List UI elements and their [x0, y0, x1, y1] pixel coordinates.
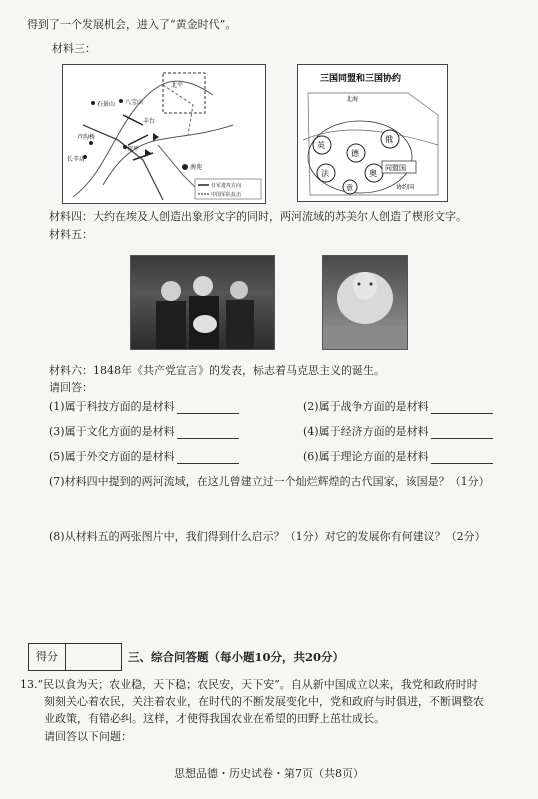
alliance-diagram [297, 64, 448, 202]
question-8: (8)从材料五的两张图片中，我们得到什么启示？（1分）对它的发展你有何建议？（2分） [49, 530, 486, 543]
score-box [28, 643, 122, 671]
map-label: 长辛店 [67, 156, 86, 163]
question-6: (6)属于理论方面的是材料 [303, 450, 493, 464]
q13-line-3: 业政策，有错必纠。这样，才使得我国农业在希望的田野上茁壮成长。 [44, 712, 385, 725]
alliance-node: 意 [346, 184, 353, 192]
alliance-drawing [298, 65, 447, 201]
material6: 材料六：1848年《共产党宣言》的发表，标志着马克思主义的诞生。 [49, 364, 385, 377]
material3-label: 材料三： [52, 42, 96, 55]
q13-prompt: 请回答以下问题： [44, 730, 132, 743]
answer-blank[interactable] [431, 402, 493, 414]
question-5: (5)属于外交方面的是材料 [49, 450, 239, 464]
question-4: (4)属于经济方面的是材料 [303, 425, 493, 439]
question-7: (7)材料四中提到的两河流域，在这儿曾建立过一个灿烂辉煌的古代国家，该国是？（1分） [49, 475, 490, 488]
page-footer: 思想品德・历史试卷・第7页（共8页） [174, 767, 364, 780]
photo-people [130, 255, 275, 350]
alliance-node: 俄 [385, 135, 393, 144]
score-entry[interactable] [66, 644, 121, 670]
alliance-node: 英 [317, 141, 325, 150]
alliance-node: 德 [351, 149, 359, 158]
material4: 材料四：大约在埃及人创造出象形文字的同时，两河流域的苏美尔人创造了楔形文字。 [49, 210, 467, 223]
answer-blank[interactable] [177, 452, 239, 464]
answer-blank[interactable] [431, 452, 493, 464]
map-label: 南苑 [190, 164, 203, 171]
answer-prompt: 请回答： [49, 381, 93, 394]
material5-label: 材料五： [49, 228, 93, 241]
question-1: (1)属于科技方面的是材料 [49, 400, 239, 414]
question-2: (2)属于战争方面的是材料 [303, 400, 493, 414]
alliance-label: 同盟国 [385, 164, 406, 172]
map-drawing [63, 65, 265, 203]
map-legend-label: 日军进攻方向 [211, 183, 242, 189]
alliance-label: 协约国 [396, 184, 415, 191]
map-label: 八宝山 [125, 99, 144, 106]
section3-title: 三、综合问答题（每小题10分，共20分） [128, 650, 345, 664]
answer-blank[interactable] [431, 427, 493, 439]
alliance-node: 奥 [369, 169, 377, 178]
question-3: (3)属于文化方面的是材料 [49, 425, 239, 439]
alliance-title: 三国同盟和三国协约 [320, 74, 402, 84]
answer-blank[interactable] [177, 427, 239, 439]
map-legend-label: 中国军队抗击 [211, 192, 242, 198]
map-label: 石景山 [97, 101, 116, 108]
map-figure [62, 64, 266, 204]
photo-sheep [322, 255, 408, 350]
map-label: 北平 [171, 82, 184, 89]
map-label: 丰台 [143, 118, 156, 125]
alliance-label: 北海 [346, 96, 359, 103]
q13-line-1: 13.“民以食为天；农业稳，天下稳；农民安，天下安”。自从新中国成立以来，我党和政府时时 [20, 678, 478, 691]
alliance-node: 法 [321, 169, 329, 178]
map-label: 宛平 [127, 146, 140, 153]
answer-blank[interactable] [177, 402, 239, 414]
top-line: 得到了一个发展机会，进入了“黄金时代”。 [27, 18, 237, 31]
score-label: 得分 [29, 644, 66, 670]
map-label: 卢沟桥 [77, 134, 96, 141]
q13-line-2: 刻刻关心着农民，关注着农业，在时代的不断发展变化中，党和政府与时俱进，不断调整农 [44, 695, 484, 708]
